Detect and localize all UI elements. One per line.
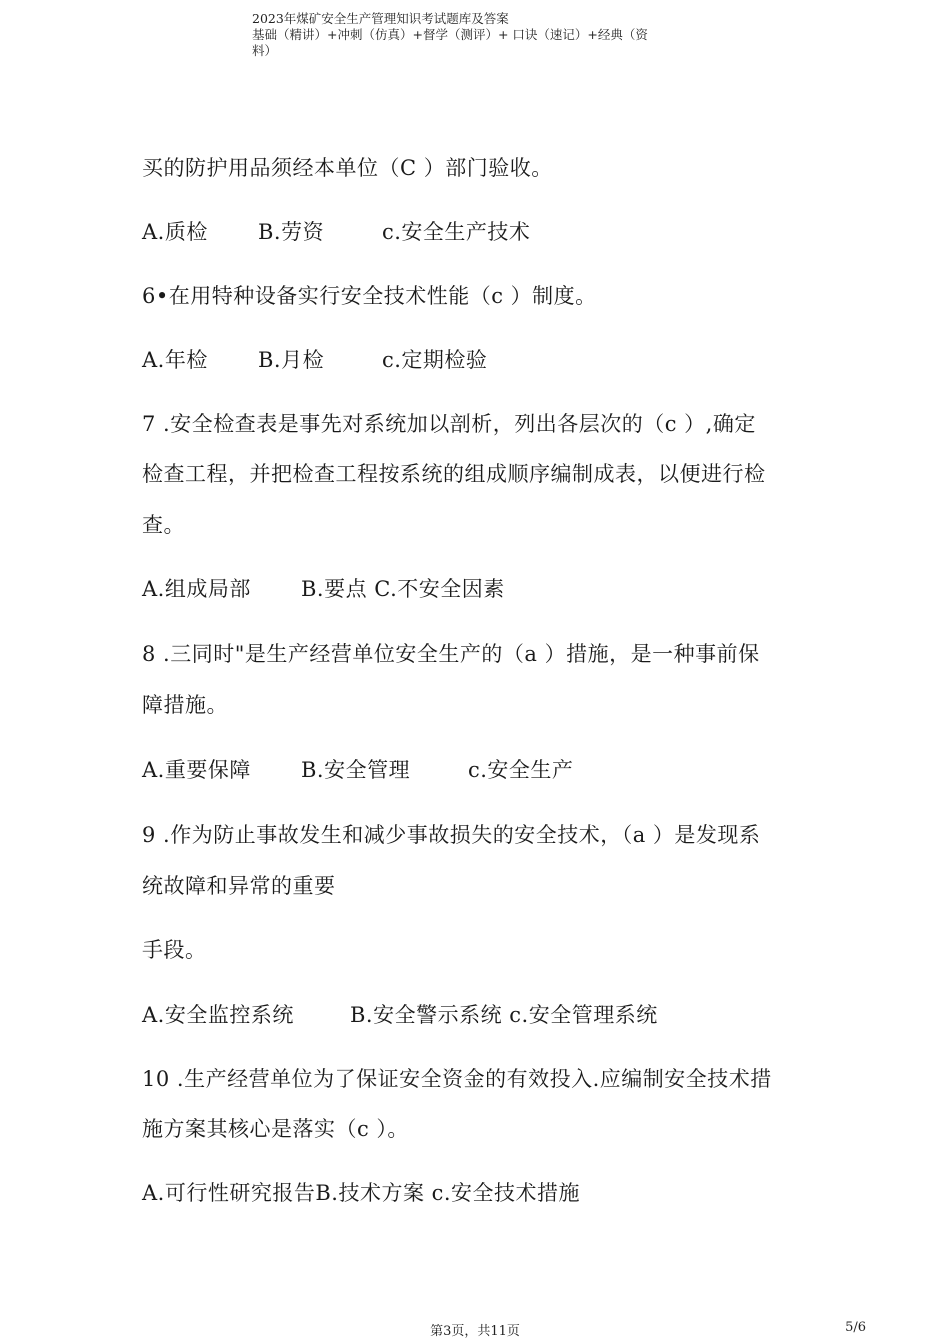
page-ratio: 5/6 [845, 1320, 866, 1335]
option-a: A.组成局部 [142, 577, 251, 601]
header-title: 2023年煤矿安全生产管理知识考试题库及答案 [252, 11, 509, 26]
option-b-c: B.要点 C.不安全因素 [301, 577, 505, 601]
question-5-options [142, 219, 530, 245]
question-10-options: A.可行性研究报告B.技术方案 c.安全技术措施 [142, 1181, 581, 1205]
question-8-options [142, 757, 573, 783]
question-5-stem-end: 买的防护用品须经本单位（C ）部门验收。 [142, 156, 553, 180]
question-7-stem-line1: 7 .安全检查表是事先对系统加以剖析，列出各层次的（c ）,确定 [142, 412, 756, 436]
question-9-stem-line3: 手段。 [142, 938, 207, 962]
option-a: A.重要保障 [142, 758, 251, 782]
question-6-options [142, 347, 487, 373]
option-a: A.质检 [142, 220, 208, 244]
question-8-stem-line1: 8 .三同时"是生产经营单位安全生产的（a ）措施，是一种事前保 [142, 642, 760, 666]
option-b: B.安全管理 [301, 758, 411, 782]
question-9-stem-line2: 统故障和异常的重要 [142, 874, 336, 898]
question-7-stem-line2: 检查工程，并把检查工程按系统的组成顺序编制成表，以便进行检 [142, 462, 766, 486]
question-8-stem-line2: 障措施。 [142, 693, 228, 717]
option-a: A.安全监控系统 [142, 1003, 294, 1027]
option-c: c.安全生产技术 [382, 220, 531, 244]
question-10-stem-line1: 10 .生产经营单位为了保证安全资金的有效投入.应编制安全技术措 [142, 1067, 772, 1091]
question-9-options [142, 1002, 658, 1028]
option-c: c.定期检验 [382, 348, 488, 372]
question-10-stem-line2: 施方案其核心是落实（c ）。 [142, 1117, 409, 1141]
option-b-c: B.安全警示系统 c.安全管理系统 [350, 1003, 658, 1027]
question-7-stem-line3: 查。 [142, 513, 185, 537]
question-7-options [142, 576, 505, 602]
page-number: 第3页，共11页 [430, 1324, 520, 1339]
option-c: c.安全生产 [468, 758, 574, 782]
question-6-stem: 6•在用特种设备实行安全技术性能（c ）制度。 [142, 284, 597, 308]
document-header [252, 11, 682, 59]
question-9-stem-line1: 9 .作为防止事故发生和减少事故损失的安全技术，（a ）是发现系 [142, 823, 761, 847]
option-a: A.年检 [142, 348, 208, 372]
header-subtitle-line2: 料） [252, 43, 278, 58]
option-b: B.劳资 [258, 220, 325, 244]
header-subtitle-line1: 基础（精讲）+冲刺（仿真）+督学（测评）+ 口诀（速记）+经典（资 [252, 27, 648, 42]
option-b: B.月检 [258, 348, 325, 372]
